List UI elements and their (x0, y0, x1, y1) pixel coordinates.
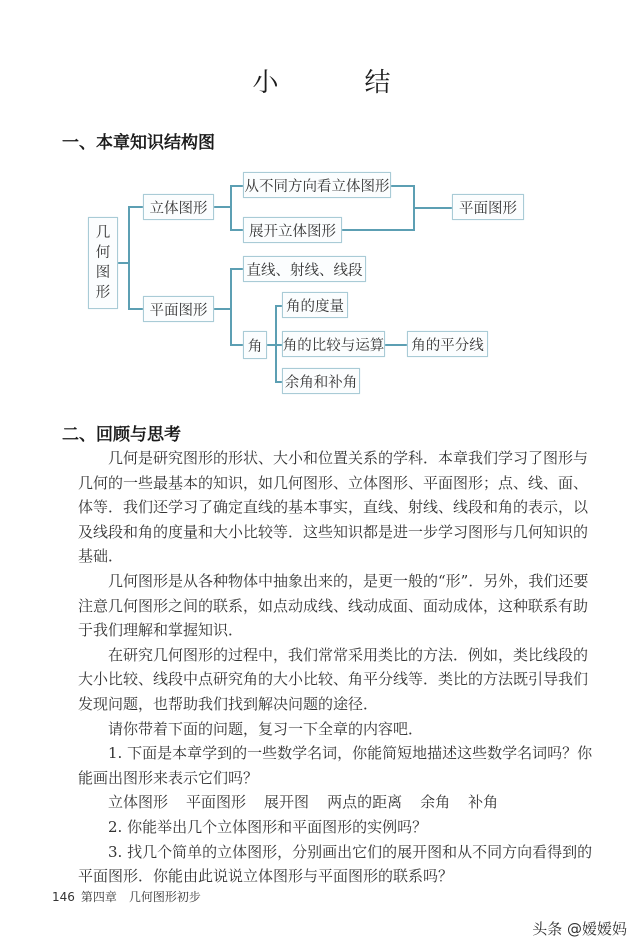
node-plane-figures: 平面图形 (143, 296, 214, 322)
root-char: 几 (95, 225, 111, 241)
page-number: 146 (52, 890, 75, 904)
node-plane-figures-result: 平面图形 (452, 194, 524, 220)
section-heading-review: 二、回顾与思考 (62, 425, 181, 445)
node-angle-compare: 角的比较与运算 (282, 331, 385, 357)
review-paragraph: 几何图形是从各种物体中抽象出来的，是更一般的“形”．另外，我们还要注意几何图形之间的联系，如点动成线、线动成面、面动成体，这种联系有助于我们理解和掌握知识． (78, 571, 589, 640)
watermark: 头条 @嫒嫒妈 (532, 920, 627, 938)
term: 两点的距离 (327, 793, 403, 812)
question-2: 2. 你能举出几个立体图形和平面图形的实例吗？ (78, 817, 428, 836)
connector-line (128, 206, 144, 208)
question-3: 3. 找几个简单的立体图形，分别画出它们的展开图和从不同方向看得到的平面图形．你能由此说说立体图形与平面图形的联系吗？ (78, 842, 593, 886)
term: 平面图形 (186, 793, 247, 812)
connector-line (230, 229, 244, 231)
connector-line (230, 185, 244, 187)
connector-line (413, 207, 453, 209)
connector-line (230, 344, 244, 346)
connector-line (213, 308, 231, 310)
review-body (78, 446, 598, 889)
term: 余角 (420, 793, 451, 812)
section-heading-knowledge-map: 一、本章知识结构图 (62, 133, 215, 153)
root-char: 形 (95, 285, 111, 301)
node-lines-rays-segments: 直线、射线、线段 (243, 256, 366, 282)
chapter-label: 第四章 (80, 890, 117, 904)
knowledge-structure-diagram (0, 0, 643, 410)
connector-line (128, 308, 144, 310)
review-paragraph: 请你带着下面的问题，复习一下全章的内容吧． (78, 719, 424, 738)
node-complementary-supplementary: 余角和补角 (282, 368, 360, 394)
page-footer (52, 888, 201, 905)
node-geometric-figures (88, 217, 118, 309)
review-paragraph: 在研究几何图形的过程中，我们常常采用类比的方法．例如，类比线段的大小比较、线段中点研究角的大小比较、角平分线等．类比的方法既引导我们发现问题，也帮助我们找到解决问题的途径． (78, 645, 589, 713)
connector-line (341, 229, 414, 231)
node-solid-figures: 立体图形 (143, 194, 214, 220)
connector-line (390, 185, 414, 187)
connector-line (230, 268, 244, 270)
page-title: 小 结 (252, 68, 421, 98)
connector-line (213, 206, 231, 208)
root-char: 何 (95, 245, 111, 261)
chapter-title: 几何图形初步 (128, 890, 201, 904)
node-unfold-solid: 展开立体图形 (243, 217, 342, 243)
question-1: 1. 下面是本章学到的一些数学名词，你能简短地描述这些数学名词吗？你能画出图形来表示它们吗？ (78, 744, 593, 787)
root-char: 图 (95, 265, 111, 281)
node-angle-measure: 角的度量 (282, 292, 348, 318)
review-paragraph: 几何是研究图形的形状、大小和位置关系的学科．本章我们学习了图形与几何的一些最基本的知识，如几何图形、立体图形、平面图形；点、线、面、体等．我们还学习了确定直线的基本事实，直线、射线、线段和角的表示，以及线段和角的度量和大小比较等．这些知识都是进一步学习图形与几何知识的基础． (78, 449, 589, 566)
connector-line (230, 185, 232, 230)
node-view-from-directions: 从不同方向看立体图形 (243, 172, 391, 198)
node-angle-bisector: 角的平分线 (407, 331, 488, 357)
term: 立体图形 (108, 793, 169, 812)
terms-list (78, 790, 598, 815)
connector-line (230, 268, 232, 346)
node-angle: 角 (243, 331, 267, 359)
connector-line (384, 344, 408, 346)
term: 补角 (468, 793, 499, 812)
term: 展开图 (264, 793, 310, 812)
connector-line (128, 206, 130, 310)
